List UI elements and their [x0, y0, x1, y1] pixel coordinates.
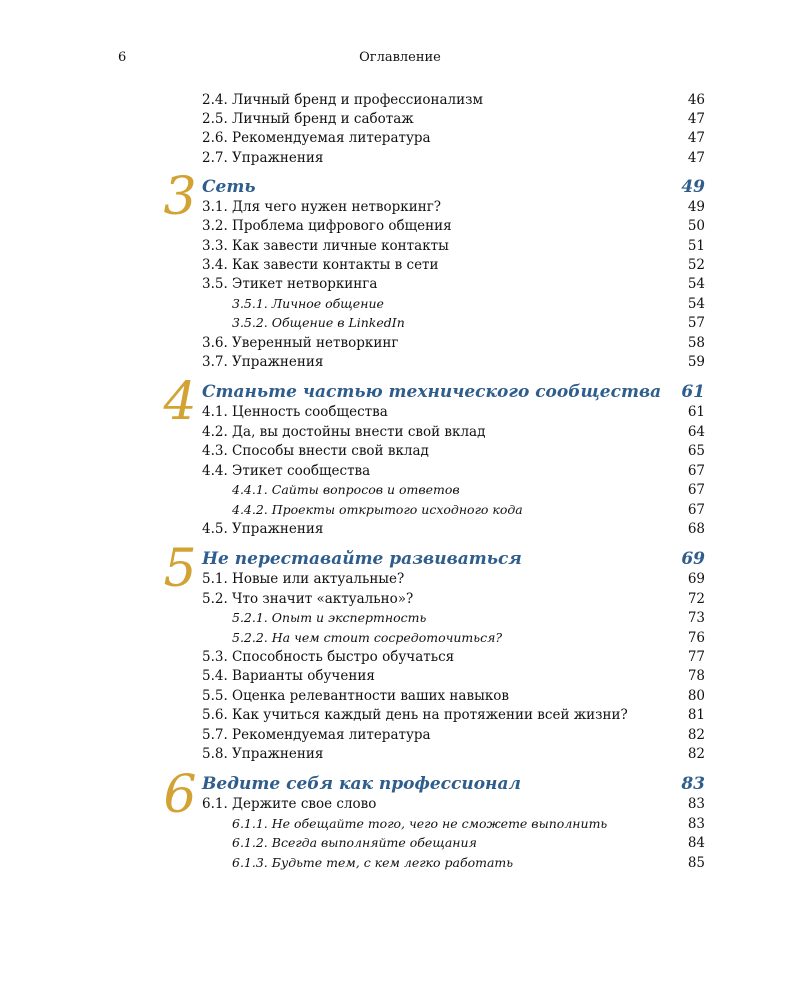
toc-entry-title: 3.5.1. Личное общение: [232, 296, 384, 311]
toc-entry-page: 78: [687, 668, 705, 684]
toc-entry-page: 73: [687, 610, 705, 626]
toc-entry[interactable]: [202, 725, 705, 745]
toc-entry-title: 5.6. Как учиться каждый день на протяжении всей жизни?: [202, 707, 628, 723]
chapter-title: Станьте частью технического сообщества: [202, 382, 662, 402]
toc-entry-title: 2.5. Личный бренд и саботаж: [202, 111, 414, 127]
toc-entry-title: 3.5.2. Общение в LinkedIn: [232, 315, 405, 330]
toc-subentry[interactable]: [202, 500, 705, 520]
toc-entry-page: 68: [687, 521, 705, 537]
toc-subentry[interactable]: [202, 833, 705, 853]
toc-entry-page: 76: [687, 630, 705, 646]
toc-entry-page: 67: [687, 482, 705, 498]
toc-entry[interactable]: [202, 352, 705, 372]
toc-entry-page: 72: [687, 591, 705, 607]
toc-entry-page: 47: [687, 130, 705, 146]
toc-entry[interactable]: [202, 274, 705, 294]
chapter-heading[interactable]: [202, 772, 705, 796]
toc-subentry[interactable]: [202, 814, 705, 834]
toc-entry[interactable]: [202, 255, 705, 275]
toc-subentry[interactable]: [202, 313, 705, 333]
toc-entry-page: 54: [687, 296, 705, 312]
toc-entry-title: 6.1. Держите свое слово: [202, 796, 377, 812]
toc-entry[interactable]: [202, 519, 705, 539]
toc-entry-title: 3.4. Как завести контакты в сети: [202, 257, 439, 273]
toc-entry-page: 52: [687, 257, 705, 273]
toc-entry-title: 6.1.2. Всегда выполняйте обещания: [232, 835, 477, 850]
toc-entry-page: 47: [687, 111, 705, 127]
toc-entry-page: 50: [687, 218, 705, 234]
toc-entry-title: 5.3. Способность быстро обучаться: [202, 649, 455, 665]
chapter-page: 49: [681, 177, 705, 197]
toc-entry-page: 57: [687, 315, 705, 331]
toc-entry-title: 3.6. Уверенный нетворкинг: [202, 335, 399, 351]
page-header: [0, 50, 800, 70]
toc-subentry[interactable]: [202, 480, 705, 500]
toc-entry[interactable]: [202, 236, 705, 256]
toc-entry-title: 5.2. Что значит «актуально»?: [202, 591, 414, 607]
toc-entry-page: 64: [687, 424, 705, 440]
toc-entry-page: 47: [687, 150, 705, 166]
page-number: 6: [118, 50, 127, 65]
toc-entry[interactable]: [202, 216, 705, 236]
toc-entry[interactable]: [202, 148, 705, 168]
toc-entry[interactable]: [202, 128, 705, 148]
toc-entry-title: 4.5. Упражнения: [202, 521, 324, 537]
chapter-heading[interactable]: [202, 380, 705, 404]
toc-entry-page: 83: [687, 796, 705, 812]
toc-entry-page: 83: [687, 816, 705, 832]
toc-entry-title: 2.7. Упражнения: [202, 150, 324, 166]
chapter-heading[interactable]: [202, 175, 705, 199]
chapter-title: Не переставайте развиваться: [202, 549, 522, 569]
chapter-page: 83: [681, 774, 705, 794]
toc-entry-title: 2.6. Рекомендуемая литература: [202, 130, 431, 146]
toc-entry-title: 3.1. Для чего нужен нетворкинг?: [202, 199, 442, 215]
toc-entry-page: 81: [687, 707, 705, 723]
toc-entry-page: 82: [687, 746, 705, 762]
toc-entry-title: 6.1.1. Не обещайте того, чего не сможете выполнить: [232, 816, 608, 831]
toc-entry-title: 5.5. Оценка релевантности ваших навыков: [202, 688, 509, 704]
chapter-page: 69: [681, 549, 705, 569]
chapter-number: 6: [163, 765, 197, 825]
chapter-title: Сеть: [202, 177, 256, 197]
toc-entry[interactable]: [202, 441, 705, 461]
toc-entry-title: 4.2. Да, вы достойны внести свой вклад: [202, 424, 486, 440]
toc-entry-page: 77: [687, 649, 705, 665]
toc-entry-title: 5.1. Новые или актуальные?: [202, 571, 405, 587]
toc-entry-title: 3.5. Этикет нетворкинга: [202, 276, 378, 292]
toc-entry-page: 84: [687, 835, 705, 851]
toc-subentry[interactable]: [202, 608, 705, 628]
toc-entry-title: 5.2.1. Опыт и экспертность: [232, 610, 427, 625]
toc-entry-title: 5.4. Варианты обучения: [202, 668, 375, 684]
toc-entry-title: 3.7. Упражнения: [202, 354, 324, 370]
toc-entry[interactable]: [202, 666, 705, 686]
toc-entry-page: 51: [687, 238, 705, 254]
toc-entry-title: 5.7. Рекомендуемая литература: [202, 727, 431, 743]
running-title: Оглавление: [359, 50, 441, 65]
chapter-page: 61: [681, 382, 705, 402]
toc-entry-page: 61: [687, 404, 705, 420]
toc-subentry[interactable]: [202, 294, 705, 314]
toc-entry-page: 58: [687, 335, 705, 351]
toc-entry[interactable]: [202, 647, 705, 667]
toc-entry-title: 4.4.1. Сайты вопросов и ответов: [232, 482, 460, 497]
toc-entry-page: 65: [687, 443, 705, 459]
chapter-title: Ведите себя как профессионал: [202, 774, 521, 794]
toc-entry-page: 69: [687, 571, 705, 587]
toc-entry-page: 82: [687, 727, 705, 743]
toc-entry-page: 46: [687, 92, 705, 108]
toc-entry-page: 80: [687, 688, 705, 704]
toc-entry[interactable]: [202, 90, 705, 110]
toc-subentry[interactable]: [202, 853, 705, 873]
toc-entry-title: 5.8. Упражнения: [202, 746, 324, 762]
toc-entry-title: 2.4. Личный бренд и профессионализм: [202, 92, 483, 108]
chapter-number: 4: [163, 372, 197, 432]
toc-entry-page: 59: [687, 354, 705, 370]
toc-entry[interactable]: [202, 589, 705, 609]
toc-entry-page: 54: [687, 276, 705, 292]
toc-entry-title: 4.4. Этикет сообщества: [202, 463, 371, 479]
toc-entry-title: 4.4.2. Проекты открытого исходного кода: [232, 502, 523, 517]
toc-entry-title: 3.2. Проблема цифрового общения: [202, 218, 452, 234]
toc-entry[interactable]: [202, 197, 705, 217]
toc-subentry[interactable]: [202, 628, 705, 648]
toc-entry[interactable]: [202, 686, 705, 706]
chapter-number: 3: [163, 167, 197, 227]
chapter-number: 5: [163, 539, 197, 599]
toc-entry[interactable]: [202, 794, 705, 814]
chapter-heading[interactable]: [202, 547, 705, 571]
toc-entry[interactable]: [202, 422, 705, 442]
toc-entry[interactable]: [202, 402, 705, 422]
toc-entry[interactable]: [202, 569, 705, 589]
toc-entry-page: 85: [687, 855, 705, 871]
toc-entry-page: 67: [687, 463, 705, 479]
toc-entry-title: 5.2.2. На чем стоит сосредоточиться?: [232, 630, 503, 645]
toc-entry-title: 4.3. Способы внести свой вклад: [202, 443, 429, 459]
toc-entry-page: 67: [687, 502, 705, 518]
toc-entry[interactable]: [202, 744, 705, 764]
toc-entry[interactable]: [202, 109, 705, 129]
toc-entry[interactable]: [202, 333, 705, 353]
toc-entry-page: 49: [687, 199, 705, 215]
toc-entry-title: 4.1. Ценность сообщества: [202, 404, 388, 420]
toc-entry-title: 6.1.3. Будьте тем, с кем легко работать: [232, 855, 514, 870]
toc-entry[interactable]: [202, 705, 705, 725]
toc-entry[interactable]: [202, 461, 705, 481]
toc-entry-title: 3.3. Как завести личные контакты: [202, 238, 449, 254]
